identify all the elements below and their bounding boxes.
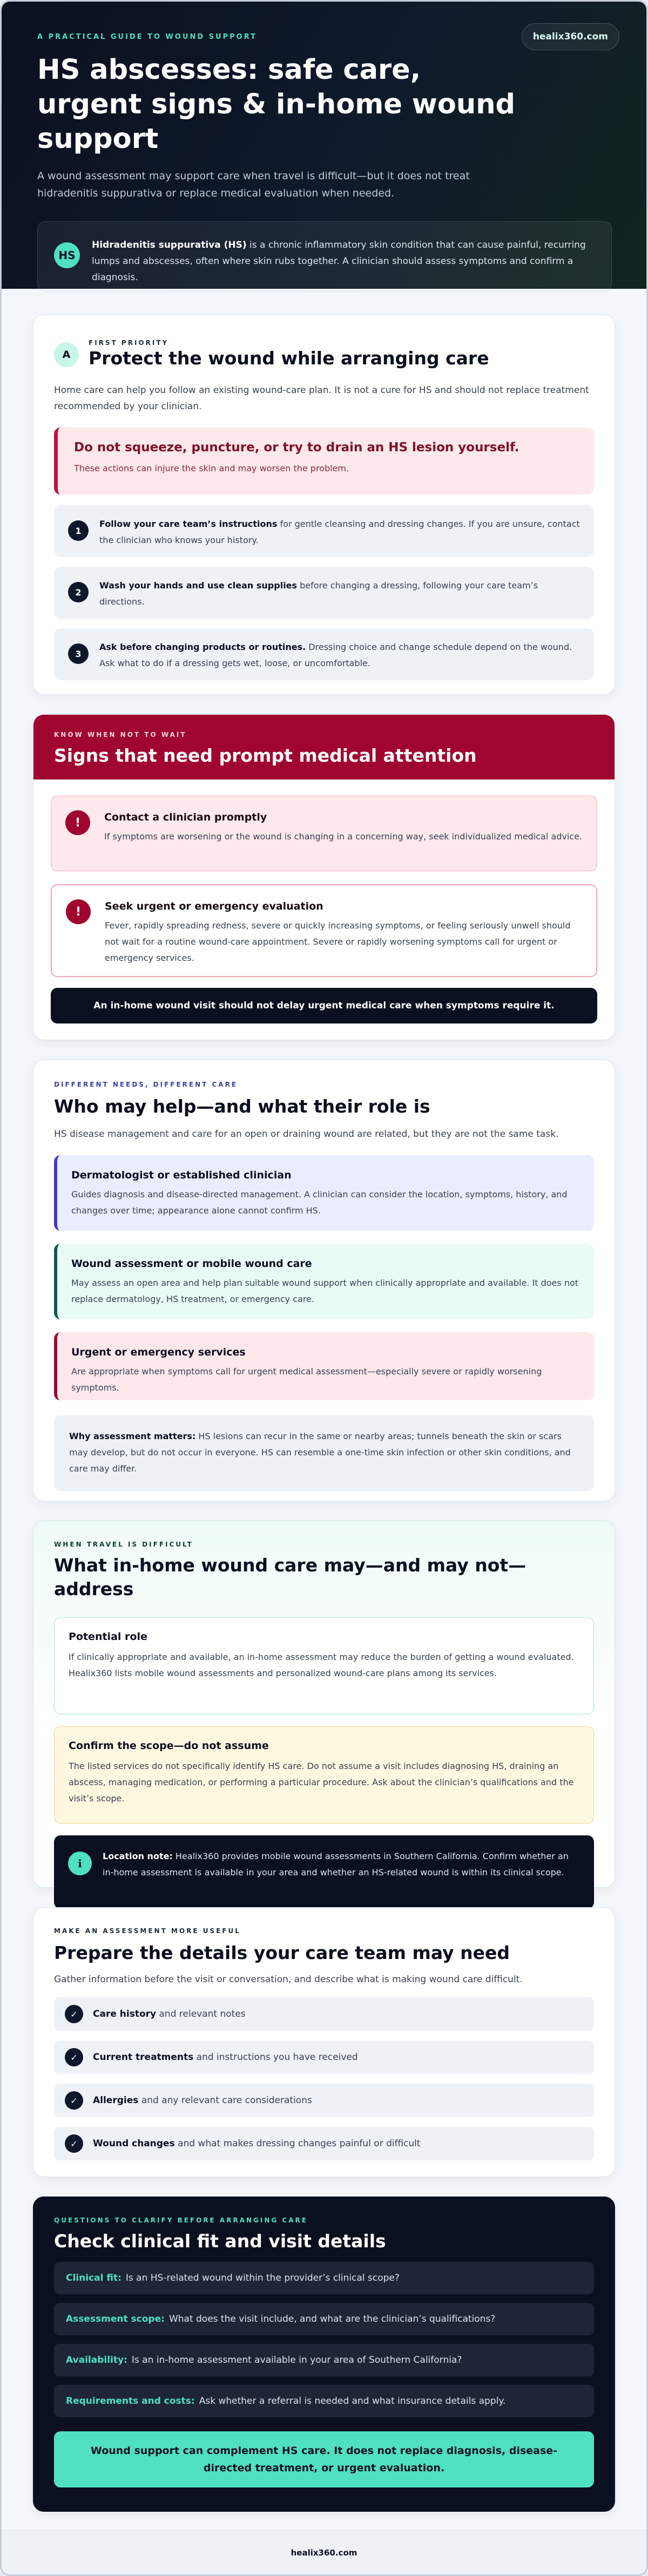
role-text: May assess an open area and help plan suitable wound support when clinically appropriate and available. It does not replace dermatology, HS treatment, or emergency care. [71, 1278, 578, 1304]
section-eyebrow: FIRST PRIORITY [89, 339, 169, 347]
question-row [54, 2385, 594, 2417]
location-lead: Location note: [103, 1851, 173, 1861]
urgent-care-banner: An in-home wound visit should not delay urgent medical care when symptoms require it. [51, 988, 597, 1023]
hs-definition-body: is a chronic inflammatory skin condition that can cause painful, recurring lumps and abscesses, often where skin rubs together. A clinician should assess symptoms and confirm a diagnosis. [92, 240, 586, 283]
question-row [54, 2303, 594, 2335]
question-label: Availability: [66, 2355, 127, 2365]
checklist-item [54, 2041, 594, 2074]
role-card-dermatologist [54, 1155, 594, 1231]
section-eyebrow: DIFFERENT NEEDS, DIFFERENT CARE [54, 1081, 238, 1088]
role-text: Are appropriate when symptoms call for urgent medical assessment—especially severe or rapidly worsening symptoms. [71, 1366, 542, 1393]
first-priority-section [33, 315, 615, 695]
section-title: Check clinical fit and visit details [54, 2231, 386, 2252]
question-label: Assessment scope: [66, 2314, 165, 2324]
care-roles-section [33, 1060, 615, 1501]
exclamation-icon: ! [65, 810, 90, 835]
step-body: before changing a dressing, following your care team’s directions. [99, 580, 538, 607]
step-body: Dressing choice and change schedule depend on the wound. Ask what to do if a dressing gets wet, loose, or uncomfortable. [99, 642, 572, 668]
question-text: Is an in-home assessment available in your area of Southern California? [131, 2355, 462, 2365]
checklist-lead: Care history [93, 2009, 157, 2019]
checklist-lead: Current treatments [93, 2052, 194, 2063]
checklist-body: and relevant notes [156, 2009, 246, 2019]
hs-term: Hidradenitis suppurativa (HS) [92, 240, 247, 250]
checklist-item [54, 2084, 594, 2117]
section-title: Who may help—and what their role is [54, 1096, 430, 1117]
card-text: If clinically appropriate and available, an in-home assessment may reduce the burden of getting a wound evaluated. Healix360 lists mobile wound assessments and personalized wound-care plans among its services. [69, 1652, 574, 1678]
note-lead: Why assessment matters: [69, 1431, 196, 1441]
card-text: The listed services do not specifically identify HS care. Do not assume a visit includes diagnosing HS, draining an abscess, managing medication, or performing a particular procedure. Ask about the clinician’s qualifications and the visit’s scope. [69, 1761, 574, 1804]
section-eyebrow: WHEN TRAVEL IS DIFFICULT [54, 1541, 193, 1548]
checklist-text [93, 2052, 358, 2063]
clarify-questions-section [33, 2197, 615, 2512]
prepare-details-section [33, 1907, 615, 2177]
urgent-body [33, 779, 615, 1023]
section-heading [54, 339, 594, 370]
role-title: Wound assessment or mobile wound care [71, 1258, 312, 1270]
card-title: Confirm the scope—do not assume [69, 1740, 269, 1752]
section-intro: Gather information before the visit or conversation, and describe what is making wound care difficult. [54, 1974, 523, 1985]
role-title: Urgent or emergency services [71, 1346, 246, 1358]
checklist-text [93, 2095, 312, 2106]
alert-text: If symptoms are worsening or the wound is changing in a concerning way, seek individualized medical advice. [104, 831, 582, 842]
checkmark-icon: ✓ [65, 2005, 83, 2023]
alert-title: Contact a clinician promptly [104, 811, 267, 823]
question-label: Requirements and costs: [66, 2396, 195, 2406]
checklist-item [54, 2127, 594, 2160]
checklist-body: and instructions you have received [193, 2052, 358, 2063]
step-text [99, 516, 580, 548]
confirm-scope-card [54, 1726, 594, 1823]
page-title: HS abscesses: safe care, urgent signs & in-home wound support [37, 54, 516, 155]
brand-link[interactable]: healix360.com [522, 23, 619, 50]
footer-brand-link[interactable]: healix360.com [291, 2547, 357, 2558]
section-eyebrow: KNOW WHEN NOT TO WAIT [54, 731, 187, 738]
step-lead: Follow your care team’s instructions [99, 519, 278, 529]
hero [2, 2, 646, 289]
section-eyebrow: MAKE AN ASSESSMENT MORE USEFUL [54, 1927, 241, 1935]
checklist-lead: Allergies [93, 2095, 139, 2106]
urgent-signs-section [33, 714, 615, 1040]
hs-definition-text [92, 237, 595, 286]
warning-text: These actions can injure the skin and may worsen the problem. [74, 463, 349, 473]
section-intro: Home care can help you follow an existing wound-care plan. It is not a cure for HS and should not replace treatment recommended by your clinician. [54, 385, 589, 412]
contact-clinician-alert [51, 796, 597, 871]
alert-text: Fever, rapidly spreading redness, severe or quickly increasing symptoms, or feeling seriously unwell should not wait for a routine wound-care appointment. Severe or rapidly worsening symptoms call for urgent or emergency services. [105, 920, 571, 963]
location-body: Healix360 provides mobile wound assessments in Southern California. Confirm whether an in-home assessment is available in your area and whether an HS-related wound is within its clinical scope. [103, 1851, 569, 1877]
role-card-wound-care [54, 1244, 594, 1319]
step-number-icon: 2 [68, 582, 89, 602]
info-icon: i [68, 1852, 92, 1875]
question-text: Ask whether a referral is needed and what insurance details apply. [199, 2396, 506, 2406]
role-title: Dermatologist or established clinician [71, 1169, 292, 1181]
hs-definition-card [37, 221, 612, 292]
checklist-item [54, 1997, 594, 2031]
hero-subtitle: A wound assessment may support care when travel is difficult—but it does not treat hidradenitis suppurativa or replace medical evaluation when needed. [37, 170, 470, 199]
section-title: Protect the wound while arranging care [89, 348, 489, 369]
question-text: What does the visit include, and what are the clinician’s qualifications? [168, 2314, 496, 2324]
section-title: Prepare the details your care team may need [54, 1942, 510, 1963]
step-text [99, 639, 580, 672]
question-text: Is an HS-related wound within the provider’s clinical scope? [125, 2273, 400, 2283]
in-home-care-section [33, 1521, 615, 1888]
question-row [54, 2344, 594, 2376]
alert-title: Seek urgent or emergency evaluation [105, 900, 323, 912]
step-lead: Wash your hands and use clean supplies [99, 580, 298, 591]
question-row [54, 2262, 594, 2294]
step-body: for gentle cleansing and dressing changes. If you are unsure, contact the clinician who knows your history. [99, 519, 580, 545]
exclamation-icon: ! [66, 899, 91, 924]
warning-title: Do not squeeze, puncture, or try to drain an HS lesion yourself. [74, 440, 519, 455]
step-item [54, 567, 594, 619]
card-title: Potential role [69, 1631, 147, 1643]
do-not-drain-warning [54, 428, 594, 494]
role-text: Guides diagnosis and disease-directed management. A clinician can consider the location, symptoms, history, and changes over time; appearance alone cannot confirm HS. [71, 1189, 568, 1216]
section-title: What in-home wound care may—and may not—address [54, 1555, 526, 1599]
section-intro: HS disease management and care for an open or draining wound are related, but they are not the same task. [54, 1129, 559, 1140]
section-title: Signs that need prompt medical attention [54, 745, 477, 766]
assessment-note [54, 1415, 594, 1491]
urgent-header [33, 715, 615, 779]
checkmark-icon: ✓ [65, 2134, 83, 2153]
section-eyebrow: QUESTIONS TO CLARIFY BEFORE ARRANGING CARE [54, 2216, 308, 2224]
step-item [54, 628, 594, 680]
letter-a-icon: A [54, 342, 79, 367]
note-text: HS lesions can recur in the same or nearby areas; tunnels beneath the skin or scars may develop, but do not occur in everyone. HS can resemble a one-time skin infection or other skin conditions, and care may differ. [69, 1431, 571, 1474]
checkmark-icon: ✓ [65, 2091, 83, 2110]
checkmark-icon: ✓ [65, 2048, 83, 2066]
step-lead: Ask before changing products or routines. [99, 642, 306, 652]
hero-eyebrow: A PRACTICAL GUIDE TO WOUND SUPPORT [37, 33, 258, 41]
location-note [54, 1835, 594, 1909]
step-item [54, 505, 594, 557]
step-number-icon: 1 [68, 520, 89, 541]
hs-badge-icon: HS [54, 242, 80, 268]
question-label: Clinical fit: [66, 2273, 122, 2283]
checklist-lead: Wound changes [93, 2138, 175, 2149]
location-text [103, 1848, 580, 1881]
summary-callout: Wound support can complement HS care. It does not replace diagnosis, disease-directed treatment, or urgent evaluation. [54, 2431, 594, 2487]
potential-role-card [54, 1617, 594, 1714]
checklist-text [93, 2009, 246, 2019]
checklist-body: and what makes dressing changes painful or difficult [174, 2138, 421, 2149]
checklist-body: and any relevant care considerations [138, 2095, 312, 2106]
role-card-emergency [54, 1332, 594, 1400]
checklist-text [93, 2138, 421, 2149]
emergency-alert [51, 884, 597, 977]
footer [2, 2530, 646, 2574]
step-number-icon: 3 [68, 643, 89, 664]
step-text [99, 578, 580, 610]
